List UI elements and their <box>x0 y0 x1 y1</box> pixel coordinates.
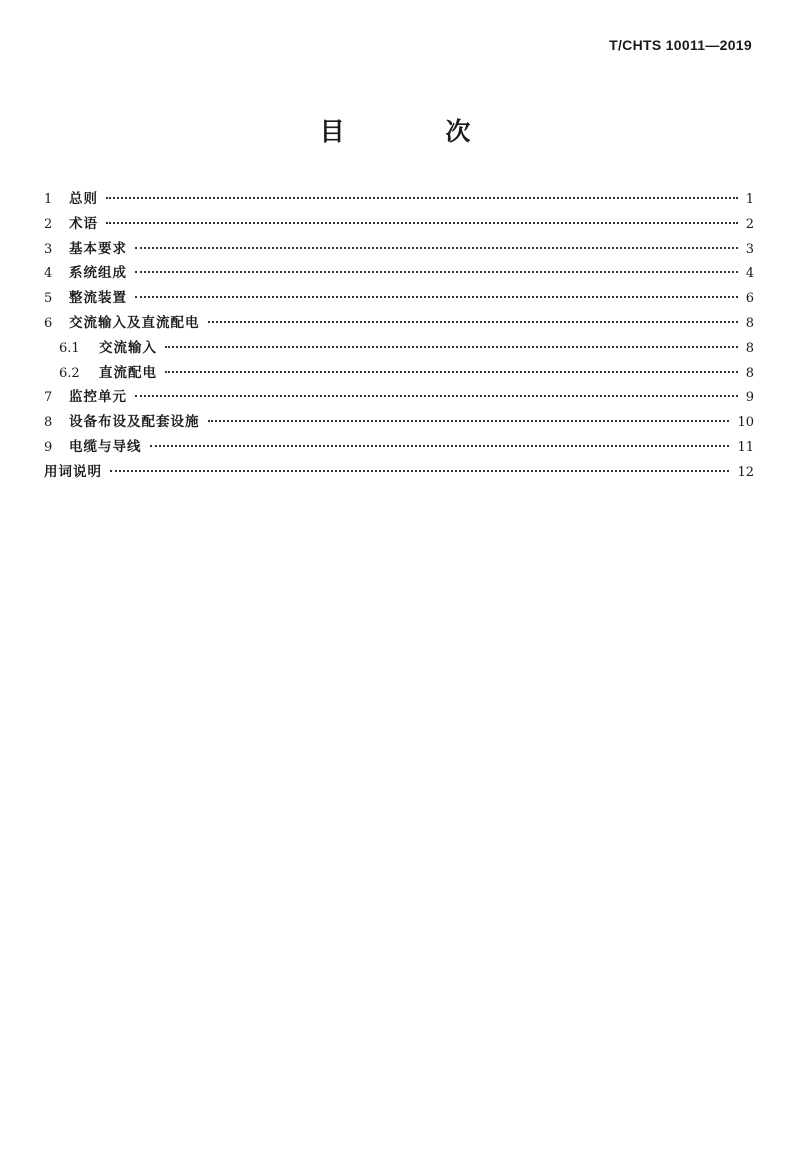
toc-entry-page: 4 <box>745 266 754 282</box>
toc-entry-label: 整流装置 <box>69 290 127 307</box>
toc-entry-number: 1 <box>44 192 53 207</box>
toc-dot-leader <box>106 197 738 199</box>
toc-entry-label: 电缆与导线 <box>69 438 142 455</box>
toc-entry-number: 2 <box>44 216 53 232</box>
toc-entry-label: 用词说明 <box>44 463 102 480</box>
page-title: 目 次 <box>319 117 517 146</box>
toc-entry-label: 系统组成 <box>69 265 127 282</box>
toc-entry-page: 10 <box>737 415 754 431</box>
toc-entry-3[interactable] <box>44 237 754 262</box>
toc-entry-9[interactable] <box>44 435 754 460</box>
toc-entry-page: 3 <box>745 241 754 257</box>
toc-entry-6-1[interactable] <box>44 336 754 361</box>
toc-dot-leader <box>135 247 738 249</box>
toc-entry-5[interactable] <box>44 286 754 311</box>
toc-dot-leader <box>135 271 738 273</box>
toc-dot-leader <box>165 371 738 373</box>
toc-dot-leader <box>208 420 730 422</box>
toc-entry-label: 总则 <box>69 191 98 207</box>
toc-entry-number: 9 <box>44 439 53 455</box>
toc-entry-page: 2 <box>745 216 754 232</box>
toc-entry-2[interactable] <box>44 212 754 237</box>
toc-dot-leader <box>165 346 738 348</box>
toc-entry-page: 8 <box>745 340 754 356</box>
toc-entry-label: 术语 <box>69 215 98 232</box>
table-of-contents <box>44 187 754 485</box>
toc-entry-page: 8 <box>745 365 754 381</box>
toc-dot-leader <box>135 296 738 298</box>
toc-entry-page: 11 <box>737 439 754 455</box>
toc-dot-leader <box>135 395 738 397</box>
toc-dot-leader <box>208 321 738 323</box>
toc-entry-8[interactable] <box>44 410 754 435</box>
toc-entry-page: 8 <box>745 315 754 331</box>
toc-entry-label: 基本要求 <box>69 240 127 257</box>
toc-entry-number: 6 <box>44 315 53 331</box>
toc-entry-label: 监控单元 <box>69 389 127 406</box>
toc-entry-label: 直流配电 <box>99 364 157 381</box>
toc-entry-label: 设备布设及配套设施 <box>69 414 200 431</box>
toc-entry-page: 1 <box>745 192 754 207</box>
toc-entry-number: 8 <box>44 415 53 431</box>
toc-entry-number: 6.1 <box>59 340 80 356</box>
toc-entry-1[interactable] <box>44 187 754 212</box>
toc-entry-6-2[interactable] <box>44 361 754 386</box>
toc-entry-7[interactable] <box>44 385 754 410</box>
toc-dot-leader <box>150 445 730 447</box>
toc-entry-number: 4 <box>44 266 53 282</box>
toc-entry-number: 5 <box>44 291 53 307</box>
toc-entry-terms-explanation[interactable] <box>44 460 754 485</box>
toc-entry-label: 交流输入 <box>99 339 157 356</box>
toc-entry-page: 12 <box>737 464 754 480</box>
standard-number: T/CHTS 10011—2019 <box>609 37 752 53</box>
toc-entry-6[interactable] <box>44 311 754 336</box>
toc-dot-leader <box>110 470 729 472</box>
toc-dot-leader <box>106 222 738 224</box>
toc-entry-label: 交流输入及直流配电 <box>69 314 200 331</box>
toc-entry-page: 6 <box>745 291 754 307</box>
toc-entry-number: 3 <box>44 241 53 257</box>
toc-entry-4[interactable] <box>44 261 754 286</box>
toc-entry-number: 6.2 <box>59 365 80 381</box>
toc-entry-number: 7 <box>44 390 53 406</box>
toc-entry-page: 9 <box>745 390 754 406</box>
